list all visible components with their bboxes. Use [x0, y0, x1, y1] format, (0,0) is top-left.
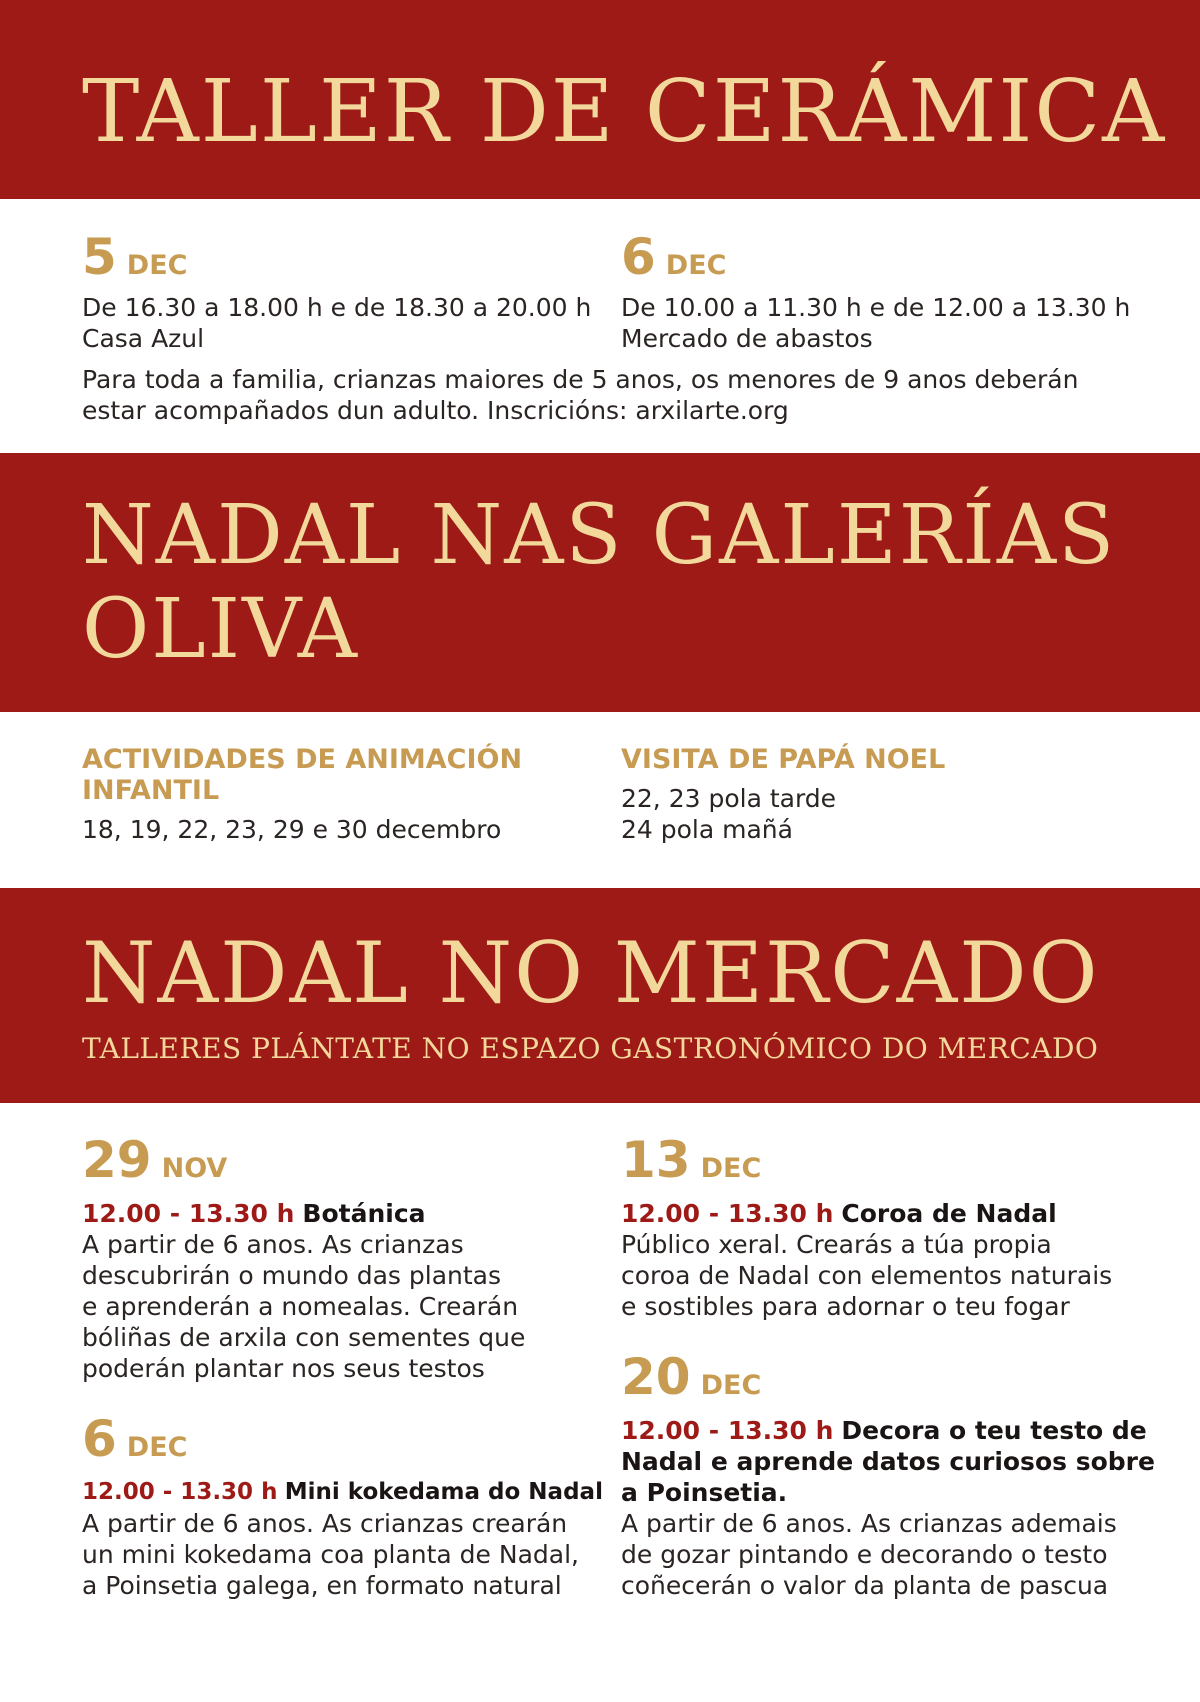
- event-13-dec-line-2: coroa de Nadal con elementos naturais: [621, 1261, 1113, 1290]
- papa-noel-line-1: 22, 23 pola tarde: [621, 784, 837, 813]
- ceramica-date-2-place: Mercado de abastos: [621, 324, 873, 353]
- event-13-dec-line-3: e sostibles para adornar o teu fogar: [621, 1292, 1070, 1321]
- event-29-nov-month: NOV: [161, 1153, 228, 1184]
- ceramica-date-1-place: Casa Azul: [82, 324, 205, 353]
- event-29-nov-heading: [82, 1198, 612, 1229]
- event-13-dec-time: 12.00 - 13.30 h: [621, 1199, 834, 1228]
- event-6-dec-month: DEC: [126, 1432, 188, 1463]
- event-29-nov-line-4: bóliñas de arxila con sementes que: [82, 1323, 526, 1352]
- event-29-nov-line-3: e aprenderán a nomealas. Crearán: [82, 1292, 519, 1321]
- ceramica-date-2-time: De 10.00 a 11.30 h e de 12.00 a 13.30 h: [621, 293, 1131, 322]
- ceramica-date-2-day: 6: [621, 228, 656, 286]
- event-29-nov: [82, 1131, 612, 1384]
- event-20-dec-time: 12.00 - 13.30 h: [621, 1416, 834, 1445]
- ceramica-date-1-day: 5: [82, 228, 117, 286]
- galerias-block-animacion: [82, 744, 602, 845]
- ceramica-note-line-1: Para toda a familia, crianzas maiores de 5 anos, os menores de 9 anos deberán: [82, 365, 1079, 394]
- galerias-banner: [0, 453, 1200, 712]
- event-29-nov-time: 12.00 - 13.30 h: [82, 1199, 295, 1228]
- event-29-nov-day: 29: [82, 1131, 152, 1189]
- galerias-title-line-1: NADAL NAS GALERÍAS: [82, 488, 1117, 583]
- event-29-nov-title: Botánica: [302, 1199, 426, 1228]
- event-20-dec-title-line-2: Nadal e aprende datos curiosos sobre: [621, 1447, 1155, 1476]
- event-20-dec-heading: [621, 1415, 1181, 1446]
- galerias-block-papa-noel: [621, 744, 1141, 845]
- event-20-dec-line-1: A partir de 6 anos. As crianzas ademais: [621, 1509, 1117, 1538]
- ceramica-date-1-time: De 16.30 a 18.00 h e de 18.30 a 20.00 h: [82, 293, 592, 322]
- animacion-heading-line-1: ACTIVIDADES DE ANIMACIÓN: [82, 744, 523, 775]
- event-29-nov-line-1: A partir de 6 anos. As crianzas: [82, 1230, 464, 1259]
- ceramica-date-2: [621, 228, 1141, 354]
- ceramica-date-1-month: DEC: [126, 250, 188, 281]
- event-6-dec-time: 12.00 - 13.30 h: [82, 1479, 278, 1505]
- event-6-dec-day: 6: [82, 1410, 117, 1468]
- event-20-dec-month: DEC: [700, 1370, 762, 1401]
- galerias-title-line-2: OLIVA: [82, 582, 359, 677]
- event-6-dec-line-1: A partir de 6 anos. As crianzas crearán: [82, 1509, 568, 1538]
- mercado-title: NADAL NO MERCADO: [82, 924, 1100, 1022]
- mercado-subtitle: TALLERES PLÁNTATE NO ESPAZO GASTRONÓMICO DO MERCADO: [82, 1032, 1099, 1065]
- event-20-dec-day: 20: [621, 1348, 691, 1406]
- mercado-banner: [0, 888, 1200, 1103]
- event-13-dec-heading: [621, 1198, 1181, 1229]
- event-13-dec: [621, 1131, 1181, 1322]
- event-13-dec-line-1: Público xeral. Crearás a túa propia: [621, 1230, 1052, 1259]
- event-29-nov-line-2: descubrirán o mundo das plantas: [82, 1261, 502, 1290]
- ceramica-date-1: [82, 228, 602, 354]
- event-6-dec-title: Mini kokedama do Nadal: [284, 1479, 603, 1505]
- event-20-dec-line-3: coñecerán o valor da planta de pascua: [621, 1571, 1109, 1600]
- animacion-heading-line-2: INFANTIL: [82, 775, 220, 806]
- papa-noel-heading: VISITA DE PAPÁ NOEL: [621, 744, 946, 775]
- event-6-dec-heading: [82, 1477, 612, 1508]
- ceramica-note: [82, 364, 1142, 426]
- ceramica-banner: [0, 0, 1200, 199]
- ceramica-date-2-month: DEC: [665, 250, 727, 281]
- event-13-dec-title: Coroa de Nadal: [841, 1199, 1057, 1228]
- ceramica-note-line-2: estar acompañados dun adulto. Inscricións: arxilarte.org: [82, 396, 789, 425]
- event-20-dec-title-line-3: a Poinsetia.: [621, 1478, 788, 1507]
- event-20-dec-title: Decora o teu testo de: [841, 1416, 1147, 1445]
- event-20-dec-line-2: de gozar pintando e decorando o testo: [621, 1540, 1108, 1569]
- ceramica-title: TALLER DE CERÁMICA: [82, 62, 1167, 162]
- animacion-dates: 18, 19, 22, 23, 29 e 30 decembro: [82, 815, 502, 844]
- event-6-dec: [82, 1410, 612, 1601]
- event-13-dec-month: DEC: [700, 1153, 762, 1184]
- event-6-dec-line-2: un mini kokedama coa planta de Nadal,: [82, 1540, 579, 1569]
- event-6-dec-line-3: a Poinsetia galega, en formato natural: [82, 1571, 562, 1600]
- papa-noel-line-2: 24 pola mañá: [621, 815, 793, 844]
- event-29-nov-line-5: poderán plantar nos seus testos: [82, 1354, 485, 1383]
- event-20-dec: [621, 1348, 1181, 1601]
- event-13-dec-day: 13: [621, 1131, 691, 1189]
